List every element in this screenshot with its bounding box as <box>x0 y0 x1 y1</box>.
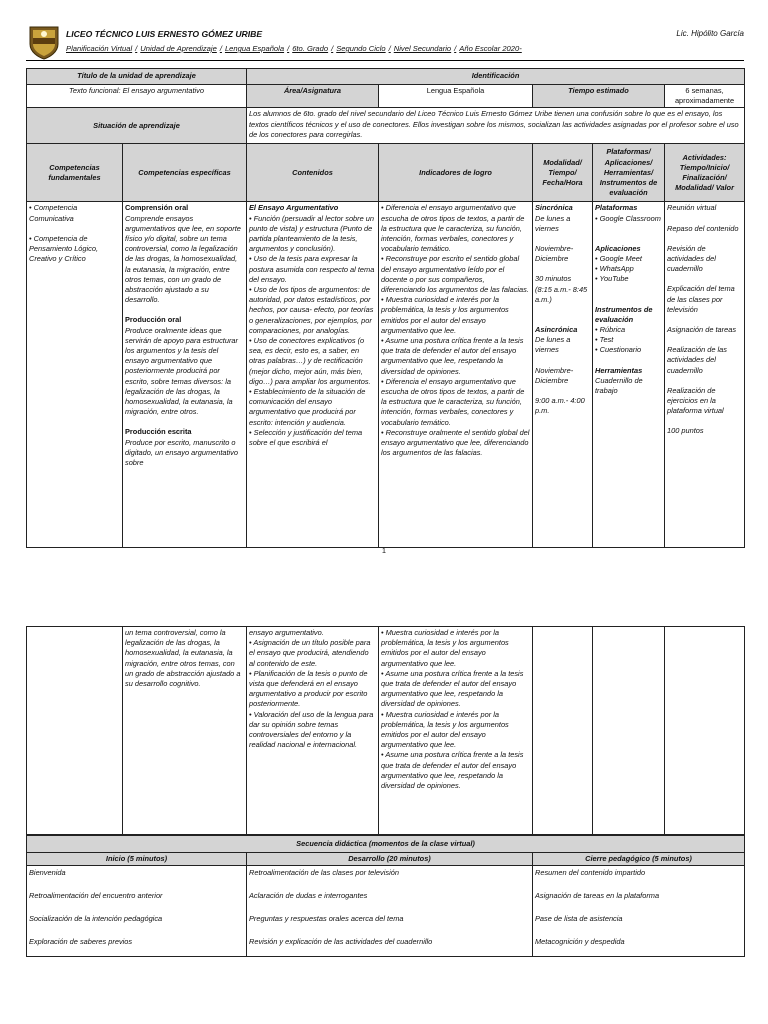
area-value: Lengua Española <box>379 85 533 108</box>
cierre-label: Cierre pedagógico (5 minutos) <box>533 853 745 866</box>
breadcrumb-segment: Unidad de Aprendizaje <box>140 44 217 53</box>
breadcrumb-separator: / <box>219 44 222 53</box>
indicador-item: • Muestra curiosidad e interés por la problemática, la tesis y los argumentos emitidos por el autor del ensayo argumentativo que lee. <box>381 628 509 668</box>
contenidos-cell <box>247 627 379 835</box>
contenido-item: • Establecimiento de la situación de comunicación del ensayo argumentativo que producirá por escrito: intención y audiencia. <box>249 387 366 427</box>
actividades-cell <box>665 202 745 548</box>
sequence-step: Aclaración de dudas e interrogantes <box>249 891 368 901</box>
identification-label: Identificación <box>247 69 745 85</box>
inicio-steps <box>27 866 247 957</box>
produccion-escrita-continued: un tema controversial, como la legalización de las drogas, la homosexualidad, la eutanasia, la migración, entre otros temas, con un grado de abstracción ajustado a su desarrollo cognitivo. <box>125 628 241 689</box>
contenido-item: • Función (persuadir al lector sobre un punto de vista) y estructura (Punto de partida planteamiento de la tesis, argumentos y conclusión). <box>249 213 375 254</box>
inicio-label: Inicio (5 minutos) <box>27 853 247 866</box>
col-header-competencias-especificas: Competencias específicas <box>123 144 247 202</box>
unit-title-label: Título de la unidad de aprendizaje <box>27 69 247 85</box>
header-divider <box>26 60 744 61</box>
comprension-oral-title: Comprensión oral <box>125 203 189 213</box>
contenido-item: • Valoración del uso de la lengua para dar su opinión sobre temas controversiales del entorno y la realidad nacional e internacional. <box>249 709 374 750</box>
aplicacion-item: • WhatsApp <box>595 264 634 274</box>
indicador-item: • Asume una postura crítica frente a la tesis que trata de defender el autor del ensayo argumentativo que lee, respetando la diversidad de opiniones. <box>381 750 524 791</box>
sequence-step: Retroalimentación del encuentro anterior <box>29 891 163 901</box>
indicador-item: • Muestra curiosidad e interés por la problemática, la tesis y los argumentos emitidos por el autor del ensayo argumentativo que lee. <box>381 295 509 335</box>
herramienta-item: Cuadernillo de trabajo <box>595 375 643 396</box>
sequence-step: Retroalimentación de las clases por televisión <box>249 868 399 878</box>
contenido-item: • Planificación de la tesis o punto de vista que defenderá en el ensayo argumentativo a producir por escrito posteriormente. <box>249 668 368 709</box>
indicador-item: • Asume una postura crítica frente a la tesis que trata de defender el autor del ensayo argumentativo que lee, respetando la diversidad de opiniones. <box>381 668 524 709</box>
sequence-step: Pase de lista de asistencia <box>535 914 623 924</box>
indicadores-cell <box>379 202 533 548</box>
contenido-item: • Uso de conectores explicativos (o sea, es decir, esto es, a saber, en otras palabras…) y de rectificación (mejor dicho, mejor aún, más bien, digo…) para ampliar los argumentos. <box>249 336 371 386</box>
indicador-item: • Reconstruye por escrito el sentido global del ensayo argumentativo leído por el docente o por sus compañeros, diferenciando los argumentos de las falacias. <box>381 254 529 295</box>
instrumentos-title: Instrumentos de evaluación <box>595 304 653 324</box>
plataformas-cell <box>593 202 665 548</box>
aplicacion-item: • YouTube <box>595 274 629 284</box>
sequence-step: Resumen del contenido impartido <box>535 868 646 878</box>
produccion-oral-text: Produce oralmente ideas que servirán de apoyo para estructurar los argumentos y la tesis del ensayo argumentativo que posteriormente producirá por escrito, sobre temas diversos: la legalización de las drogas, la homosexualidad, la eutanasia, la migración, entre otros. <box>125 325 238 417</box>
sincronica-months: Noviembre-Diciembre <box>535 244 574 264</box>
produccion-oral-title: Producción oral <box>125 315 182 325</box>
breadcrumb-separator: / <box>454 44 457 53</box>
actividad-item: Asignación de tareas <box>667 325 737 335</box>
indicador-item: • Muestra curiosidad e interés por la problemática, la tesis y los argumentos emitidos por el autor del ensayo argumentativo que lee. <box>381 709 509 750</box>
asincronica-time: 9:00 a.m.- 4:00 p.m. <box>535 396 585 416</box>
indicador-item: • Diferencia el ensayo argumentativo que escucha de otros tipos de textos, a partir de la estructura que le caracteriza, su función, intención, formas verbales, conectores y vocabulario temático. <box>381 203 525 254</box>
breadcrumb-segment: 6to. Grado <box>292 44 329 53</box>
breadcrumb-segment: Planificación Virtual <box>66 44 133 53</box>
author-name: Lic. Hipólito García <box>676 29 744 38</box>
indicadores-cell <box>379 627 533 835</box>
plataforma-item: • Google Classroom <box>595 213 661 223</box>
competencias-fundamentales-cell <box>27 627 123 835</box>
learning-situation-label: Situación de aprendizaje <box>27 108 247 144</box>
indicador-item: • Diferencia el ensayo argumentativo que escucha de otros tipos de textos, a partir de la estructura que le caracteriza, su función, intención, formas verbales, conectores y vocabulario temático. <box>381 376 525 427</box>
actividad-item: Reunión virtual <box>667 203 717 213</box>
instrumento-item: • Rúbrica <box>595 325 626 335</box>
asincronica-title: Asincrónica <box>535 325 578 335</box>
planning-table-page-1 <box>26 68 745 548</box>
cierre-steps <box>533 866 745 957</box>
contenidos-cell <box>247 202 379 548</box>
document-header <box>26 24 744 64</box>
sequence-step: Exploración de saberes previos <box>29 937 133 947</box>
time-value: 6 semanas, aproximadamente <box>665 85 745 108</box>
modalidad-cell <box>533 202 593 548</box>
sequence-step: Asignación de tareas en la plataforma <box>535 891 660 901</box>
breadcrumb-segment: Año Escolar 2020- <box>459 44 522 53</box>
asincronica-days: De lunes a viernes <box>535 335 571 355</box>
produccion-escrita-text: Produce por escrito, manuscrito o digitado, un ensayo argumentativo sobre <box>125 437 238 468</box>
col-header-competencias-fundamentales: Competencias fundamentales <box>27 144 123 202</box>
didactic-sequence-table <box>26 835 745 957</box>
desarrollo-label: Desarrollo (20 minutos) <box>247 853 533 866</box>
actividad-item: Realización de las actividades del cuadernillo <box>667 345 727 375</box>
contenido-item: ensayo argumentativo. <box>249 628 324 637</box>
asincronica-months: Noviembre-Diciembre <box>535 365 574 385</box>
actividad-item: Repaso del contenido <box>667 223 739 233</box>
comprension-oral-text: Comprende ensayos argumentativos que lee, en soporte físico y/o digital, sobre un tema controversial, como la legalización de las drogas, la homosexualidad, la eutanasia, la migración, entre otros temas, con un grado de abstracción ajustado a su desarrollo. <box>125 213 241 305</box>
breadcrumb-segment: Nivel Secundario <box>393 44 452 53</box>
competencia-item: • Competencia de Pensamiento Lógico, Creativo y Crítico <box>29 233 99 264</box>
competencias-fundamentales-cell <box>27 202 123 548</box>
instrumento-item: • Test <box>595 335 614 345</box>
actividad-item: Revisión de actividades del cuadernillo <box>667 243 716 274</box>
sincronica-days: De lunes a viernes <box>535 213 571 233</box>
aplicacion-item: • Google Meet <box>595 254 642 264</box>
contenido-item: • Uso de la tesis para expresar la postura asumida con respecto al tema del ensayo. <box>249 254 375 284</box>
learning-situation-text: Los alumnos de 6to. grado del nivel secundario del Liceo Técnico Luis Ernesto Gómez Uribe tienen una confusión sobre lo que es el ensayo, los textos científicos técnicos y el uso de conectores. Ellos investigan sobre los mismos, socializan las actividades asignadas por el profesor sobre el uso de los conectores para corregirlas. <box>247 108 745 144</box>
modalidad-cell <box>533 627 593 835</box>
aplicaciones-title: Aplicaciones <box>595 243 641 253</box>
time-label: Tiempo estimado <box>533 85 665 108</box>
planning-breadcrumb <box>66 44 522 53</box>
breadcrumb-separator: / <box>331 44 334 53</box>
competencia-item: • Competencia Comunicativa <box>29 203 78 223</box>
col-header-plataformas: Plataformas/ Aplicaciones/ Herramientas/ Instrumentos de evaluación <box>593 144 665 202</box>
col-header-indicadores: Indicadores de logro <box>379 144 533 202</box>
school-name: LICEO TÉCNICO LUIS ERNESTO GÓMEZ URIBE <box>66 29 263 39</box>
sincronica-title: Sincrónica <box>535 203 573 213</box>
breadcrumb-separator: / <box>287 44 290 53</box>
sequence-step: Bienvenida <box>29 868 66 878</box>
school-crest-icon <box>26 24 62 60</box>
col-header-contenidos: Contenidos <box>247 144 379 202</box>
produccion-escrita-title: Producción escrita <box>125 427 192 437</box>
sequence-step: Socialización de la intención pedagógica <box>29 914 163 924</box>
plataformas-title: Plataformas <box>595 203 638 213</box>
actividades-cell <box>665 627 745 835</box>
planning-table-page-2 <box>26 626 745 835</box>
actividad-item: 100 puntos <box>667 426 704 436</box>
desarrollo-steps <box>247 866 533 957</box>
breadcrumb-segment: Segundo Ciclo <box>336 44 386 53</box>
indicador-item: • Asume una postura crítica frente a la tesis que trata de defender el autor del ensayo argumentativo que lee, respetando la diversidad de opiniones. <box>381 336 524 376</box>
plataformas-cell <box>593 627 665 835</box>
sequence-step: Revisión y explicación de las actividades del cuadernillo <box>249 937 433 947</box>
breadcrumb-segment: Lengua Española <box>224 44 285 53</box>
breadcrumb-separator: / <box>388 44 391 53</box>
sequence-step: Metacognición y despedida <box>535 937 625 947</box>
contenido-item: • Uso de los tipos de argumentos: de autoridad, por datos estadísticos, por hechos, por causa- efecto, por teorías o generalizaciones, por ejemplos, por comparaciones, por analogías. <box>249 285 374 335</box>
instrumento-item: • Cuestionario <box>595 345 642 355</box>
breadcrumb-separator: / <box>135 44 138 53</box>
herramientas-title: Herramientas <box>595 365 643 375</box>
sincronica-time: 30 minutos (8:15 a.m.- 8:45 a.m.) <box>535 274 588 304</box>
indicador-item: • Reconstruye oralmente el sentido global del ensayo argumentativo que lee, diferenciando los argumentos de las falacias. <box>381 427 530 458</box>
contenidos-title: El Ensayo Argumentativo <box>249 203 339 213</box>
page-number: 1 <box>381 546 387 555</box>
actividad-item: Explicación del tema de las clases por televisión <box>667 284 735 314</box>
actividad-item: Realización de ejercicios en la plataforma virtual <box>667 385 724 416</box>
sequence-step: Preguntas y respuestas orales acerca del tema <box>249 914 404 924</box>
contenido-item: • Asignación de un título posible para el ensayo que producirá, atendiendo al contenido de este. <box>249 638 371 668</box>
col-header-actividades: Actividades: Tiempo/Inicio/ Finalización/ Modalidad/ Valor <box>665 144 745 202</box>
unit-title-value: Texto funcional: El ensayo argumentativo <box>27 85 247 108</box>
sequence-title: Secuencia didáctica (momentos de la clase virtual) <box>27 836 745 853</box>
competencias-especificas-cell <box>123 627 247 835</box>
area-label: Área/Asignatura <box>247 85 379 108</box>
col-header-modalidad: Modalidad/ Tiempo/ Fecha/Hora <box>533 144 593 202</box>
competencias-especificas-cell <box>123 202 247 548</box>
contenido-item: • Selección y justificación del tema sobre el que escribirá el <box>249 427 363 448</box>
